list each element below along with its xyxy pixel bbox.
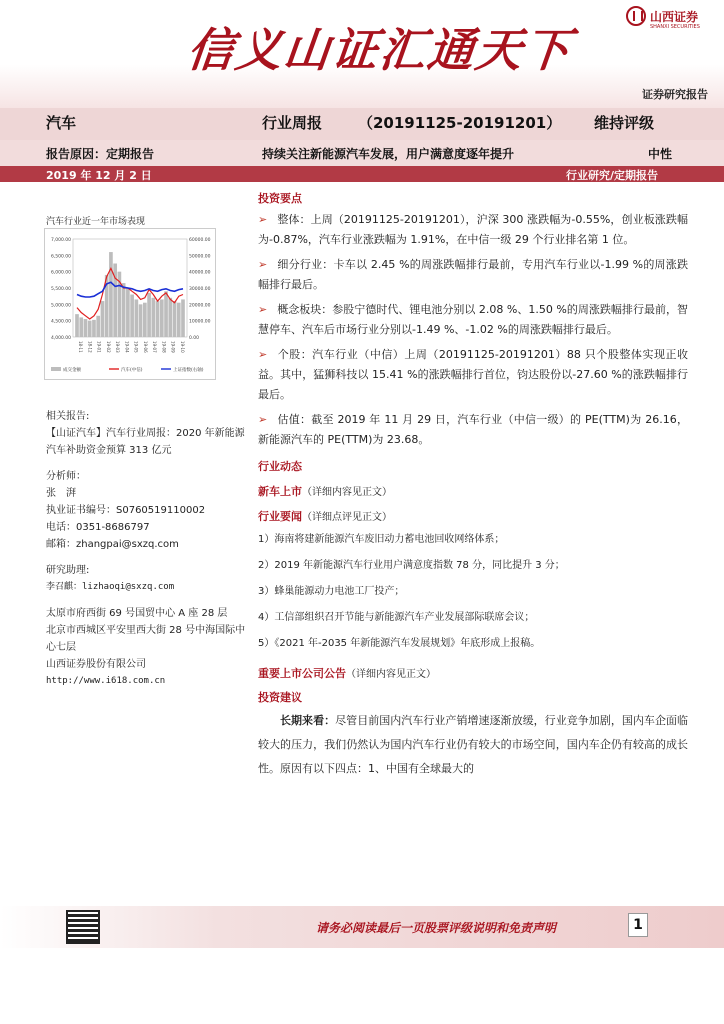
- right-tick-label: 50000.00: [189, 254, 211, 260]
- left-tick-label: 4,000.00: [50, 336, 71, 341]
- report-date: 2019 年 12 月 2 日: [46, 169, 152, 182]
- left-tick-label: 5,500.00: [50, 287, 71, 292]
- turnover-bar: [126, 288, 130, 337]
- analyst-license: 执业证书编号：S0760519110002: [46, 505, 206, 516]
- chart-title: 汽车行业近一年市场表现: [46, 217, 146, 227]
- highlight-item: ➢ 概念板块：参股宁德时代、锂电池分别以 2.08 %、1.50 %的周涨跌幅排行最前，智慧停车、汽车后市场行业分别以-1.49 %、-1.02 %的周涨跌幅排行最后。: [258, 303, 688, 336]
- logo-name: 山西证券: [650, 9, 699, 24]
- logo-english: SHANXI SECURITIES: [650, 24, 700, 30]
- turnover-bar: [75, 314, 79, 337]
- logo-icon: [626, 6, 646, 26]
- analyst-name: 张 湃: [46, 488, 76, 499]
- new-car-note: （详细内容见正文）: [302, 487, 392, 498]
- arrow-bullet-icon: ➢: [258, 348, 268, 361]
- turnover-bar: [173, 301, 177, 337]
- right-tick-label: 40000.00: [189, 270, 211, 276]
- legend-swatch: [51, 367, 61, 371]
- x-tick-label: 19-09: [170, 341, 176, 353]
- report-headline: 持续关注新能源汽车发展，用户满意度逐年提升: [262, 147, 515, 161]
- assistant-label: 研究助理:: [46, 565, 90, 576]
- news-item: 5）《2021 年-2035 年新能源汽车发展规划》年底形成上报稿。: [258, 638, 541, 649]
- assistant-info[interactable]: 李召麒：lizhaoqi@sxzq.com: [46, 582, 175, 592]
- right-tick-label: 30000.00: [189, 287, 211, 292]
- legend-label: 成交金额: [63, 368, 81, 373]
- turnover-bar: [168, 298, 172, 337]
- x-tick-label: 19-02: [105, 341, 111, 353]
- news-note: （详细点评见正文）: [302, 512, 392, 523]
- report-name: 行业周报: [262, 114, 323, 132]
- market-chart-svg: [45, 229, 215, 379]
- analyst-label: 分析师：: [46, 471, 86, 482]
- turnover-bar: [147, 293, 151, 337]
- highlight-item: ➢ 估值：截至 2019 年 11 月 29 日，汽车行业（中信一级）的 PE(TTM)为 26.16，新能源汽车的 PE(TTM)为 23.68。: [258, 413, 688, 446]
- turnover-bar: [92, 320, 96, 337]
- left-tick-label: 5,000.00: [50, 303, 71, 309]
- company-logo: [626, 6, 700, 30]
- address-beijing: 北京市西城区平安里西大街 28 号中海国际中心七层: [46, 625, 246, 653]
- turnover-bar: [135, 299, 139, 337]
- highlight-list: [258, 210, 688, 450]
- arrow-bullet-icon: ➢: [258, 413, 268, 426]
- right-tick-label: 60000.00: [189, 238, 211, 243]
- highlight-item: ➢ 个股：汽车行业（中信）上周（20191125-20191201）88 只个股整体实现正收益。其中，猛狮科技以 15.41 %的涨跌幅排行首位，钧达股份以-27.60 %的涨跌幅排行最后。: [258, 348, 688, 401]
- x-tick-label: 19-01: [96, 341, 102, 353]
- arrow-bullet-icon: ➢: [258, 213, 268, 226]
- analyst-email[interactable]: 邮箱：zhangpai@sxzq.com: [46, 539, 179, 550]
- news-item: 2）2019 年新能源汽车行业用户满意度指数 78 分，同比提升 3 分；: [258, 560, 565, 571]
- analyst-phone: 电话：0351-8686797: [46, 522, 150, 533]
- turnover-bar: [88, 321, 92, 337]
- section-dynamics: 行业动态: [258, 460, 302, 473]
- left-tick-label: 6,000.00: [50, 270, 71, 276]
- company-website[interactable]: http://www.i618.com.cn: [46, 676, 166, 686]
- x-tick-label: 19-03: [115, 341, 121, 353]
- x-tick-label: 19-06: [142, 341, 148, 353]
- turnover-bar: [160, 299, 164, 337]
- section-highlights: 投资要点: [258, 192, 302, 205]
- arrow-bullet-icon: ➢: [258, 303, 268, 316]
- advice-paragraph: [258, 709, 688, 781]
- company-notice-note: （详细内容见正文）: [346, 669, 436, 680]
- highlight-item: ➢ 细分行业：卡车以 2.45 %的周涨跌幅排行最前，专用汽车行业以-1.99 %的周涨跌幅排行最后。: [258, 258, 688, 291]
- section-advice: 投资建议: [258, 691, 302, 704]
- arrow-bullet-icon: ➢: [258, 258, 268, 271]
- turnover-bar: [164, 291, 168, 337]
- footer-disclaimer: 请务必阅读最后一页股票评级说明和免责声明: [316, 921, 557, 935]
- news-heading: 行业要闻: [258, 510, 302, 523]
- news-item: 1）海南将建新能源汽车废旧动力蓄电池回收网络体系；: [258, 534, 505, 545]
- news-item: 4）工信部组织召开节能与新能源汽车产业发展部际联席会议；: [258, 612, 535, 623]
- main-content: [258, 190, 688, 786]
- report-reason: 报告原因：定期报告: [46, 147, 155, 161]
- company-notice-line: [258, 662, 688, 681]
- rating-value: 中性: [648, 147, 673, 161]
- left-tick-label: 6,500.00: [50, 254, 71, 260]
- new-car-line: [258, 480, 688, 499]
- right-tick-label: 10000.00: [189, 319, 211, 325]
- news-line: [258, 505, 688, 524]
- rating-label: 维持评级: [594, 114, 655, 132]
- turnover-bar: [177, 303, 181, 337]
- advice-text: 尽管目前国内汽车行业产销增速逐渐放缓，行业竞争加剧，国内车企面临较大的压力，我们仍然认为国内汽车行业仍有较大的市场空间，国内车企仍有较高的成长性。原因有以下四点：1、中国有全球最大的: [258, 714, 688, 775]
- advice-lead: 长期来看：: [280, 714, 336, 727]
- left-tick-label: 7,000.00: [50, 238, 71, 243]
- x-tick-label: 19-04: [124, 341, 130, 353]
- news-item: 3）蜂巢能源动力电池工厂投产；: [258, 586, 405, 597]
- x-tick-label: 18-12: [87, 341, 93, 353]
- legend-label: 汽车(中信): [121, 368, 143, 373]
- turnover-bar: [143, 303, 147, 337]
- industry-name: 汽车: [46, 114, 77, 132]
- turnover-bar: [84, 319, 88, 337]
- news-list: [258, 532, 688, 652]
- turnover-bar: [122, 283, 126, 337]
- company-notice-heading: 重要上市公司公告: [258, 667, 346, 680]
- turnover-bar: [101, 301, 105, 337]
- qr-code-icon: [66, 910, 100, 944]
- x-tick-label: 19-05: [133, 341, 139, 353]
- right-tick-label: 0.00: [189, 336, 200, 341]
- turnover-bar: [139, 304, 143, 337]
- brand-slogan: 信义山证汇通天下: [184, 23, 575, 77]
- turnover-bar: [181, 299, 185, 337]
- x-tick-label: 19-07: [152, 341, 158, 353]
- highlight-item: ➢ 整体：上周（20191125-20191201），沪深 300 涨跌幅为-0.55%，创业板涨跌幅为-0.87%，汽车行业涨跌幅为 1.91%，在中信一级 29 个行业排名第 1 位。: [258, 213, 688, 246]
- left-info: [46, 408, 246, 690]
- address-taiyuan: 太原市府西街 69 号国贸中心 A 座 28 层: [46, 608, 228, 619]
- turnover-bar: [151, 298, 155, 337]
- report-category: 行业研究/定期报告: [566, 169, 659, 182]
- turnover-bar: [130, 295, 134, 337]
- x-tick-label: 19-08: [161, 341, 167, 353]
- left-tick-label: 4,500.00: [50, 319, 71, 325]
- turnover-bar: [156, 301, 160, 337]
- turnover-bar: [79, 317, 83, 337]
- x-tick-label: 19-10: [180, 341, 185, 353]
- report-type: 证券研究报告: [642, 88, 708, 101]
- new-car-heading: 新车上市: [258, 485, 302, 498]
- page-number: 1: [628, 913, 648, 937]
- related-label: 相关报告:: [46, 411, 90, 422]
- related-report: 【山证汽车】汽车行业周报：2020 年新能源汽车补助资金预算 313 亿元: [46, 428, 245, 456]
- x-tick-label: 18-11: [78, 341, 83, 353]
- report-date-range: （20191125-20191201）: [358, 114, 562, 132]
- turnover-bar: [109, 252, 113, 337]
- legend-label: 上证指数(右轴): [173, 368, 204, 373]
- right-tick-label: 20000.00: [189, 303, 211, 309]
- market-chart: [44, 228, 216, 380]
- turnover-bar: [96, 316, 100, 337]
- company-name: 山西证券股份有限公司: [46, 659, 146, 670]
